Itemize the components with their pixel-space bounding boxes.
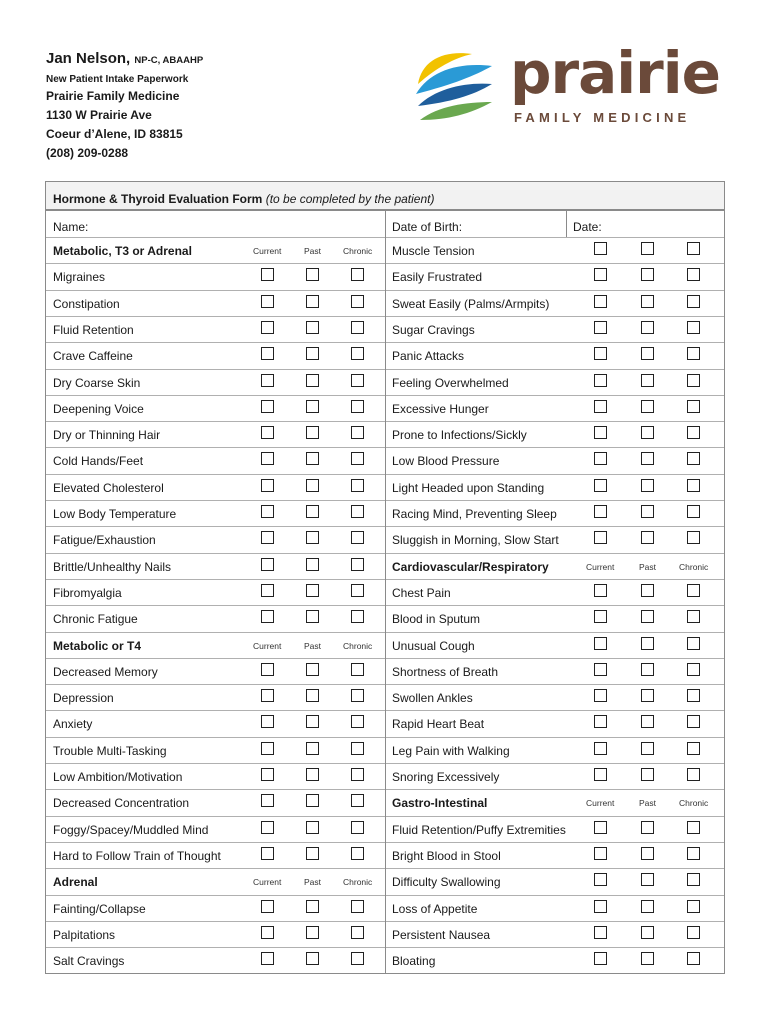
right-symptom-label: Unusual Cough	[392, 639, 475, 653]
right-symptom-label: Rapid Heart Beat	[392, 717, 485, 731]
right-checkbox-chronic[interactable]	[687, 374, 700, 387]
left-symptom-label: Salt Cravings	[53, 954, 125, 968]
left-symptom-label: Depression	[53, 691, 114, 705]
left-checkbox-chronic[interactable]	[351, 531, 364, 544]
left-checkbox-current[interactable]	[261, 558, 274, 571]
right-symptom-label: Excessive Hunger	[392, 402, 489, 416]
form-title-note: (to be completed by the patient)	[265, 192, 435, 206]
left-checkbox-current[interactable]	[261, 400, 274, 413]
right-checkbox-chronic[interactable]	[687, 242, 700, 255]
right-checkbox-past[interactable]	[641, 584, 654, 597]
right-checkbox-chronic[interactable]	[687, 347, 700, 360]
left-checkbox-current[interactable]	[261, 742, 274, 755]
phone-number: (208) 209-0288	[46, 146, 129, 160]
column-label-chronic: Chronic	[343, 246, 373, 256]
provider-credentials: NP-C, ABAAHP	[134, 55, 204, 66]
right-checkbox-current[interactable]	[594, 321, 607, 334]
left-checkbox-past[interactable]	[306, 900, 319, 913]
right-checkbox-past[interactable]	[641, 505, 654, 518]
left-checkbox-chronic[interactable]	[351, 610, 364, 623]
right-checkbox-chronic[interactable]	[687, 479, 700, 492]
right-checkbox-past[interactable]	[641, 900, 654, 913]
right-checkbox-current[interactable]	[594, 242, 607, 255]
left-checkbox-past[interactable]	[306, 452, 319, 465]
left-symptom-label: Low Body Temperature	[53, 507, 177, 521]
left-checkbox-current[interactable]	[261, 426, 274, 439]
left-symptom-label: Foggy/Spacey/Muddled Mind	[53, 823, 209, 837]
right-checkbox-past[interactable]	[641, 926, 654, 939]
right-checkbox-current[interactable]	[594, 295, 607, 308]
right-checkbox-past[interactable]	[641, 374, 654, 387]
right-checkbox-current[interactable]	[594, 610, 607, 623]
left-checkbox-current[interactable]	[261, 321, 274, 334]
right-checkbox-chronic[interactable]	[687, 847, 700, 860]
right-checkbox-chronic[interactable]	[687, 531, 700, 544]
right-checkbox-past[interactable]	[641, 742, 654, 755]
left-symptom-label: Hard to Follow Train of Thought	[53, 849, 221, 863]
column-label-chronic: Chronic	[679, 798, 709, 808]
left-checkbox-chronic[interactable]	[351, 426, 364, 439]
left-symptom-label: Fibromyalgia	[53, 586, 122, 600]
right-checkbox-current[interactable]	[594, 821, 607, 834]
left-checkbox-current[interactable]	[261, 663, 274, 676]
right-checkbox-current[interactable]	[594, 768, 607, 781]
intake-subtitle: New Patient Intake Paperwork	[46, 74, 189, 85]
left-checkbox-chronic[interactable]	[351, 479, 364, 492]
right-symptom-label: Fluid Retention/Puffy Extremities	[392, 823, 566, 837]
left-symptom-label: Palpitations	[53, 928, 116, 942]
left-checkbox-past[interactable]	[306, 531, 319, 544]
left-symptom-label: Fluid Retention	[53, 323, 134, 337]
right-checkbox-past[interactable]	[641, 268, 654, 281]
left-checkbox-chronic[interactable]	[351, 742, 364, 755]
left-symptom-label: Constipation	[53, 297, 120, 311]
right-checkbox-past[interactable]	[641, 689, 654, 702]
dob-label[interactable]: Date of Birth:	[392, 220, 463, 234]
right-checkbox-past[interactable]	[641, 821, 654, 834]
left-checkbox-current[interactable]	[261, 900, 274, 913]
left-checkbox-current[interactable]	[261, 952, 274, 965]
left-checkbox-past[interactable]	[306, 558, 319, 571]
left-checkbox-chronic[interactable]	[351, 295, 364, 308]
left-checkbox-chronic[interactable]	[351, 584, 364, 597]
name-label[interactable]: Name:	[53, 220, 89, 234]
left-symptom-label: Fatigue/Exhaustion	[53, 533, 156, 547]
date-label[interactable]: Date:	[573, 220, 602, 234]
right-checkbox-chronic[interactable]	[687, 610, 700, 623]
right-symptom-label: Persistent Nausea	[392, 928, 491, 942]
left-checkbox-current[interactable]	[261, 584, 274, 597]
left-checkbox-chronic[interactable]	[351, 821, 364, 834]
left-checkbox-chronic[interactable]	[351, 768, 364, 781]
right-symptom-label: Swollen Ankles	[392, 691, 473, 705]
left-checkbox-past[interactable]	[306, 584, 319, 597]
right-checkbox-past[interactable]	[641, 295, 654, 308]
right-checkbox-past[interactable]	[641, 715, 654, 728]
column-label-chronic: Chronic	[343, 877, 373, 887]
right-checkbox-current[interactable]	[594, 531, 607, 544]
right-checkbox-past[interactable]	[641, 347, 654, 360]
right-checkbox-current[interactable]	[594, 637, 607, 650]
right-checkbox-chronic[interactable]	[687, 821, 700, 834]
left-symptom-label: Anxiety	[53, 717, 93, 731]
right-symptom-label: Panic Attacks	[392, 349, 465, 363]
left-checkbox-current[interactable]	[261, 505, 274, 518]
right-checkbox-chronic[interactable]	[687, 321, 700, 334]
right-symptom-label: Difficulty Swallowing	[392, 875, 501, 889]
provider-name: Jan Nelson,	[46, 50, 131, 67]
column-label-past: Past	[304, 877, 322, 887]
address-line-1: 1130 W Prairie Ave	[46, 108, 152, 122]
practice-name: Prairie Family Medicine	[46, 89, 180, 103]
right-symptom-label: Chest Pain	[392, 586, 451, 600]
left-checkbox-past[interactable]	[306, 295, 319, 308]
left-checkbox-current[interactable]	[261, 295, 274, 308]
right-checkbox-chronic[interactable]	[687, 742, 700, 755]
right-checkbox-past[interactable]	[641, 873, 654, 886]
left-checkbox-chronic[interactable]	[351, 794, 364, 807]
left-checkbox-chronic[interactable]	[351, 374, 364, 387]
right-symptom-label: Loss of Appetite	[392, 902, 478, 916]
left-symptom-label: Cold Hands/Feet	[53, 454, 144, 468]
logo-tagline: FAMILY MEDICINE	[514, 110, 691, 125]
right-checkbox-current[interactable]	[594, 505, 607, 518]
right-checkbox-chronic[interactable]	[687, 452, 700, 465]
right-checkbox-chronic[interactable]	[687, 873, 700, 886]
form-title-row	[46, 182, 724, 210]
left-checkbox-chronic[interactable]	[351, 452, 364, 465]
left-checkbox-past[interactable]	[306, 610, 319, 623]
right-checkbox-current[interactable]	[594, 873, 607, 886]
left-checkbox-past[interactable]	[306, 742, 319, 755]
right-checkbox-current[interactable]	[594, 479, 607, 492]
right-checkbox-chronic[interactable]	[687, 952, 700, 965]
right-symptom-label: Shortness of Breath	[392, 665, 499, 679]
right-checkbox-chronic[interactable]	[687, 268, 700, 281]
right-checkbox-past[interactable]	[641, 242, 654, 255]
right-checkbox-chronic[interactable]	[687, 715, 700, 728]
left-checkbox-past[interactable]	[306, 952, 319, 965]
address-line-2: Coeur d’Alene, ID 83815	[46, 127, 183, 141]
prairie-leaf-icon	[414, 48, 496, 130]
left-checkbox-current[interactable]	[261, 768, 274, 781]
right-checkbox-chronic[interactable]	[687, 505, 700, 518]
logo-wordmark: prairie	[510, 39, 720, 107]
right-symptom-label: Easily Frustrated	[392, 270, 483, 284]
left-checkbox-current[interactable]	[261, 715, 274, 728]
left-checkbox-chronic[interactable]	[351, 900, 364, 913]
form-title: Hormone & Thyroid Evaluation Form	[53, 192, 263, 206]
left-checkbox-past[interactable]	[306, 321, 319, 334]
left-checkbox-past[interactable]	[306, 374, 319, 387]
right-symptom-label: Racing Mind, Preventing Sleep	[392, 507, 557, 521]
left-checkbox-current[interactable]	[261, 347, 274, 360]
right-symptom-label: Muscle Tension	[392, 244, 475, 258]
left-checkbox-chronic[interactable]	[351, 505, 364, 518]
right-checkbox-past[interactable]	[641, 479, 654, 492]
right-checkbox-chronic[interactable]	[687, 400, 700, 413]
right-checkbox-current[interactable]	[594, 663, 607, 676]
left-checkbox-past[interactable]	[306, 926, 319, 939]
right-checkbox-past[interactable]	[641, 952, 654, 965]
right-symptom-label: Sugar Cravings	[392, 323, 475, 337]
right-checkbox-current[interactable]	[594, 268, 607, 281]
left-checkbox-chronic[interactable]	[351, 400, 364, 413]
left-symptom-label: Trouble Multi-Tasking	[53, 744, 167, 758]
right-symptom-label: Light Headed upon Standing	[392, 481, 545, 495]
left-checkbox-current[interactable]	[261, 452, 274, 465]
right-checkbox-current[interactable]	[594, 400, 607, 413]
right-checkbox-past[interactable]	[641, 531, 654, 544]
prairie-logo	[414, 39, 726, 130]
column-label-current: Current	[253, 877, 282, 887]
right-symptom-label: Sweat Easily (Palms/Armpits)	[392, 297, 550, 311]
right-checkbox-chronic[interactable]	[687, 689, 700, 702]
left-symptom-label: Decreased Memory	[53, 665, 158, 679]
left-checkbox-chronic[interactable]	[351, 321, 364, 334]
right-checkbox-current[interactable]	[594, 452, 607, 465]
right-checkbox-past[interactable]	[641, 426, 654, 439]
right-checkbox-current[interactable]	[594, 426, 607, 439]
left-symptom-label: Decreased Concentration	[53, 796, 190, 810]
left-section-heading: Metabolic, T3 or Adrenal	[53, 244, 192, 258]
left-symptom-label: Elevated Cholesterol	[53, 481, 164, 495]
left-checkbox-past[interactable]	[306, 847, 319, 860]
practice-header	[46, 50, 346, 163]
right-checkbox-current[interactable]	[594, 689, 607, 702]
left-checkbox-chronic[interactable]	[351, 847, 364, 860]
right-symptom-label: Sluggish in Morning, Slow Start	[392, 533, 559, 547]
right-symptom-label: Prone to Infections/Sickly	[392, 428, 527, 442]
left-checkbox-chronic[interactable]	[351, 689, 364, 702]
right-checkbox-past[interactable]	[641, 610, 654, 623]
right-checkbox-current[interactable]	[594, 926, 607, 939]
left-checkbox-past[interactable]	[306, 426, 319, 439]
column-label-current: Current	[253, 641, 282, 651]
left-checkbox-current[interactable]	[261, 926, 274, 939]
right-checkbox-past[interactable]	[641, 452, 654, 465]
left-checkbox-current[interactable]	[261, 610, 274, 623]
left-checkbox-past[interactable]	[306, 689, 319, 702]
right-checkbox-current[interactable]	[594, 584, 607, 597]
left-symptom-label: Deepening Voice	[53, 402, 144, 416]
evaluation-form	[45, 181, 725, 974]
right-checkbox-current[interactable]	[594, 900, 607, 913]
left-checkbox-current[interactable]	[261, 374, 274, 387]
right-checkbox-past[interactable]	[641, 321, 654, 334]
left-checkbox-past[interactable]	[306, 663, 319, 676]
right-symptom-label: Blood in Sputum	[392, 612, 481, 626]
right-checkbox-current[interactable]	[594, 374, 607, 387]
right-checkbox-chronic[interactable]	[687, 926, 700, 939]
left-checkbox-current[interactable]	[261, 821, 274, 834]
right-checkbox-current[interactable]	[594, 847, 607, 860]
right-checkbox-chronic[interactable]	[687, 768, 700, 781]
right-checkbox-current[interactable]	[594, 715, 607, 728]
column-label-past: Past	[304, 246, 322, 256]
left-checkbox-chronic[interactable]	[351, 952, 364, 965]
right-checkbox-past[interactable]	[641, 400, 654, 413]
right-symptom-label: Feeling Overwhelmed	[392, 376, 509, 390]
left-symptom-label: Dry Coarse Skin	[53, 376, 141, 390]
right-checkbox-past[interactable]	[641, 768, 654, 781]
right-checkbox-past[interactable]	[641, 637, 654, 650]
left-checkbox-chronic[interactable]	[351, 926, 364, 939]
left-checkbox-past[interactable]	[306, 505, 319, 518]
left-checkbox-chronic[interactable]	[351, 558, 364, 571]
right-checkbox-past[interactable]	[641, 663, 654, 676]
right-checkbox-chronic[interactable]	[687, 900, 700, 913]
left-symptom-label: Brittle/Unhealthy Nails	[53, 560, 172, 574]
column-divider	[566, 210, 567, 237]
right-checkbox-chronic[interactable]	[687, 637, 700, 650]
left-symptom-label: Fainting/Collapse	[53, 902, 146, 916]
left-symptom-label: Migraines	[53, 270, 106, 284]
left-symptom-label: Low Ambition/Motivation	[53, 770, 183, 784]
left-checkbox-past[interactable]	[306, 715, 319, 728]
left-checkbox-chronic[interactable]	[351, 347, 364, 360]
left-section-heading: Metabolic or T4	[53, 639, 142, 653]
right-checkbox-chronic[interactable]	[687, 584, 700, 597]
left-checkbox-chronic[interactable]	[351, 268, 364, 281]
left-checkbox-past[interactable]	[306, 268, 319, 281]
column-label-current: Current	[586, 562, 615, 572]
left-checkbox-chronic[interactable]	[351, 663, 364, 676]
left-checkbox-past[interactable]	[306, 347, 319, 360]
column-label-chronic: Chronic	[679, 562, 709, 572]
left-checkbox-past[interactable]	[306, 794, 319, 807]
right-checkbox-current[interactable]	[594, 952, 607, 965]
right-section-heading: Gastro-Intestinal	[392, 796, 488, 810]
left-checkbox-past[interactable]	[306, 479, 319, 492]
right-checkbox-chronic[interactable]	[687, 426, 700, 439]
right-symptom-label: Snoring Excessively	[392, 770, 500, 784]
column-label-current: Current	[586, 798, 615, 808]
left-checkbox-current[interactable]	[261, 479, 274, 492]
right-symptom-label: Bloating	[392, 954, 436, 968]
left-checkbox-past[interactable]	[306, 821, 319, 834]
right-checkbox-chronic[interactable]	[687, 295, 700, 308]
column-label-past: Past	[639, 798, 657, 808]
column-label-past: Past	[304, 641, 322, 651]
left-checkbox-past[interactable]	[306, 768, 319, 781]
left-symptom-label: Crave Caffeine	[53, 349, 133, 363]
column-label-past: Past	[639, 562, 657, 572]
left-symptom-label: Chronic Fatigue	[53, 612, 138, 626]
left-checkbox-current[interactable]	[261, 531, 274, 544]
right-symptom-label: Bright Blood in Stool	[392, 849, 501, 863]
right-section-heading: Cardiovascular/Respiratory	[392, 560, 549, 574]
right-checkbox-current[interactable]	[594, 742, 607, 755]
left-symptom-label: Dry or Thinning Hair	[53, 428, 161, 442]
right-checkbox-current[interactable]	[594, 347, 607, 360]
right-symptom-label: Leg Pain with Walking	[392, 744, 510, 758]
column-divider	[385, 210, 386, 973]
left-checkbox-current[interactable]	[261, 794, 274, 807]
right-checkbox-chronic[interactable]	[687, 663, 700, 676]
left-checkbox-past[interactable]	[306, 400, 319, 413]
column-label-current: Current	[253, 246, 282, 256]
left-checkbox-current[interactable]	[261, 268, 274, 281]
right-checkbox-past[interactable]	[641, 847, 654, 860]
right-symptom-label: Low Blood Pressure	[392, 454, 500, 468]
left-section-heading: Adrenal	[53, 875, 98, 889]
left-checkbox-current[interactable]	[261, 847, 274, 860]
column-label-chronic: Chronic	[343, 641, 373, 651]
left-checkbox-current[interactable]	[261, 689, 274, 702]
left-checkbox-chronic[interactable]	[351, 715, 364, 728]
